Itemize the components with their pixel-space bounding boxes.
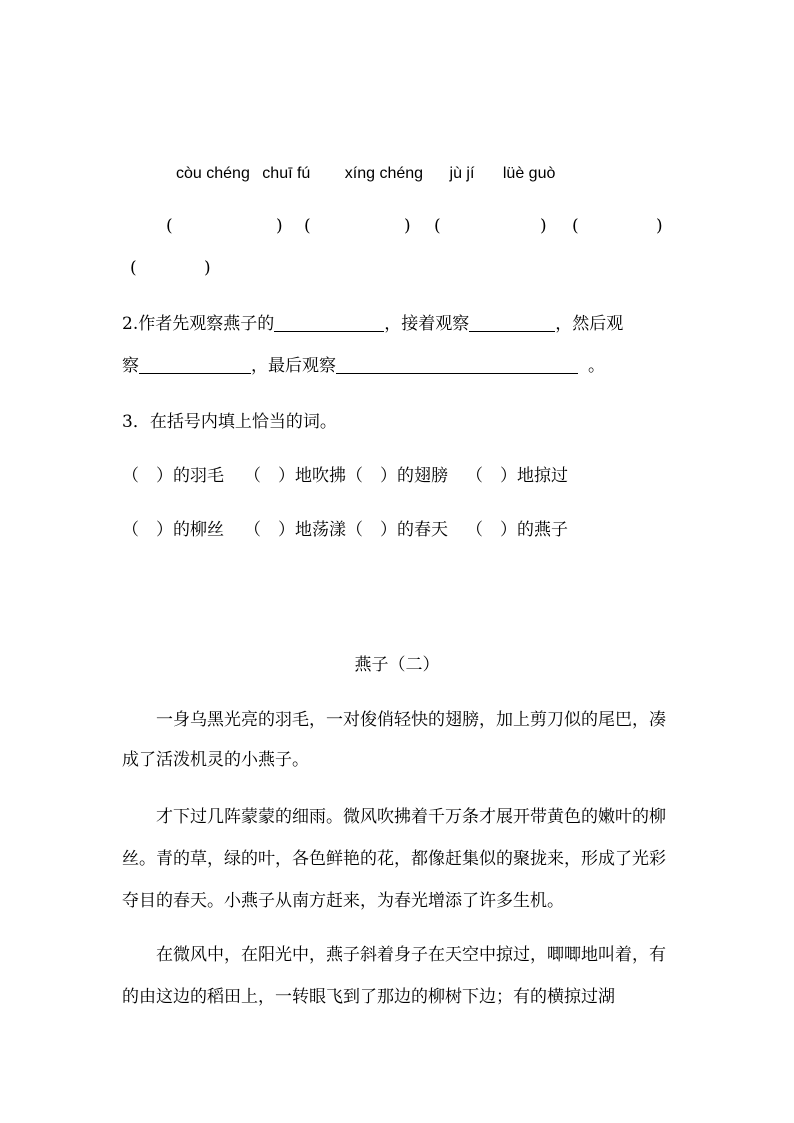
- fill-item: （ ）的柳丝: [122, 520, 224, 540]
- fill-row-1: [122, 464, 568, 488]
- fill-item: （ ）的翅膀: [346, 466, 448, 486]
- answer-blank[interactable]: [139, 355, 251, 374]
- paragraph: 才下过几阵蒙蒙的细雨。微风吹拂着千万条才展开带黄色的嫩叶的柳丝。青的草，绿的叶，各色鲜艳的花，都像赶集似的聚拢来，形成了光彩夺目的春天。小燕子从南方赶来，为春光增添了许多生机。: [122, 807, 666, 911]
- fill-item: （ ）地荡漾: [244, 520, 346, 540]
- fill-row-2: [122, 518, 568, 542]
- paren-close: ): [204, 258, 211, 278]
- paragraph: 在微风中，在阳光中，燕子斜着身子在天空中掠过，唧唧地叫着，有的由这边的稻田上，一转眼飞到了那边的柳树下边；有的横掠过湖: [122, 945, 666, 1007]
- section-title: 燕子（二）: [354, 655, 440, 675]
- question-2-line-2: 察 ，最后观察 。: [122, 356, 605, 376]
- paren-open: (: [434, 216, 441, 236]
- question-2-line-1: 2.作者先观察燕子的 ，接着观察 ，然后观: [122, 314, 624, 334]
- pinyin-item: chuī fú: [262, 165, 311, 182]
- fill-item: （ ）的春天: [346, 520, 448, 540]
- paren-open: (: [304, 216, 311, 236]
- answer-blank[interactable]: [274, 313, 384, 332]
- paren-close: ): [404, 216, 411, 236]
- paren-open: (: [166, 216, 173, 236]
- question-3: 3．在括号内填上恰当的词。: [122, 412, 337, 432]
- pinyin-item: jù jí: [449, 165, 475, 182]
- answer-blank[interactable]: [469, 313, 555, 332]
- pinyin-item: còu chéng: [176, 165, 250, 182]
- pinyin-row: [176, 162, 561, 186]
- pinyin-item: xíng chéng: [344, 165, 424, 182]
- paren-close: ): [540, 216, 547, 236]
- paragraph: 一身乌黑光亮的羽毛，一对俊俏轻快的翅膀，加上剪刀似的尾巴，凑成了活泼机灵的小燕子。: [122, 710, 666, 770]
- pinyin-item: lüè guò: [502, 165, 556, 182]
- answer-blank[interactable]: [336, 355, 578, 374]
- paren-close: ): [276, 216, 283, 236]
- fill-item: （ ）的羽毛: [122, 466, 224, 486]
- fill-item: （ ）地吹拂: [244, 466, 346, 486]
- fill-item: （ ）地掠过: [466, 466, 568, 486]
- paren-open: (: [130, 258, 137, 278]
- paren-close: ): [656, 216, 663, 236]
- paren-open: (: [572, 216, 579, 236]
- fill-item: （ ）的燕子: [466, 520, 568, 540]
